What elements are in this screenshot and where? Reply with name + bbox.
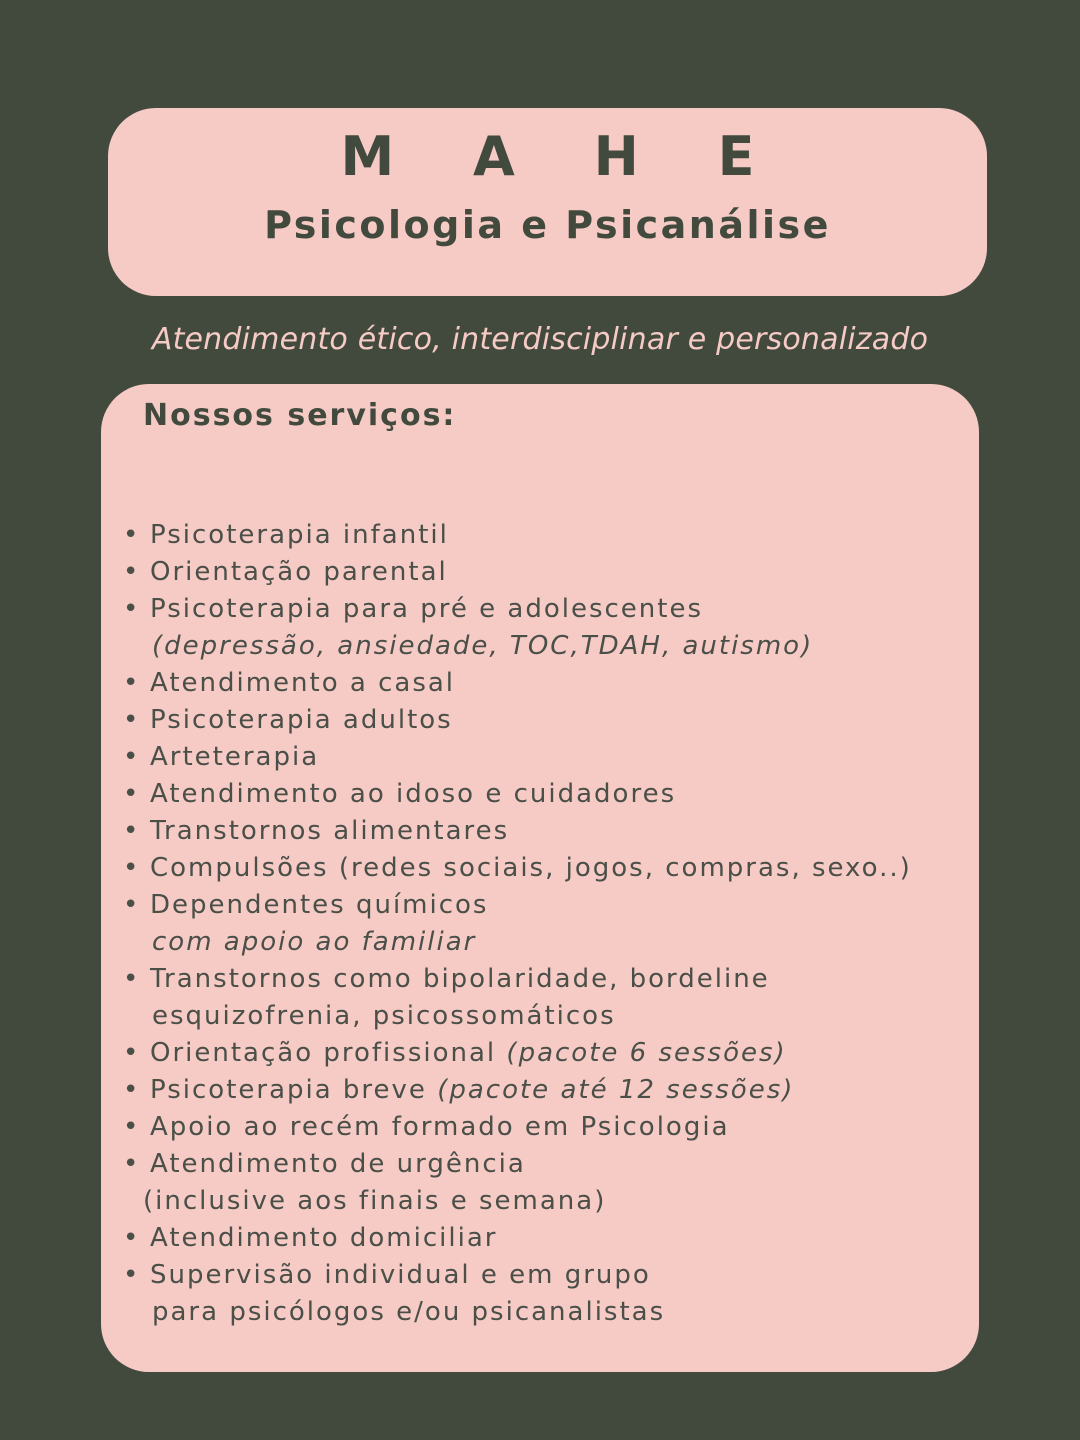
service-detail: esquizofrenia, psicossomáticos	[152, 1001, 616, 1031]
list-item	[123, 1220, 912, 1257]
service-label: Atendimento domiciliar	[150, 1223, 498, 1253]
bullet-icon: •	[123, 1260, 141, 1290]
service-detail: (inclusive aos finais e semana)	[143, 1186, 607, 1216]
list-item	[123, 517, 912, 554]
bullet-icon: •	[123, 742, 141, 772]
list-item	[123, 887, 912, 961]
bullet-icon: •	[123, 557, 141, 587]
bullet-icon: •	[123, 520, 141, 550]
service-label: Atendimento a casal	[150, 668, 456, 698]
service-label: Orientação profissional	[150, 1038, 497, 1068]
service-note: (pacote até 12 sessões)	[437, 1075, 795, 1105]
list-item	[123, 702, 912, 739]
services-card	[101, 384, 979, 1372]
list-item	[123, 1109, 912, 1146]
tagline: Atendimento ético, interdisciplinar e personalizado	[151, 322, 929, 357]
bullet-icon: •	[123, 1223, 141, 1253]
bullet-icon: •	[123, 594, 141, 624]
service-label: Supervisão individual e em grupo	[150, 1260, 651, 1290]
list-item	[123, 1146, 912, 1220]
list-item	[123, 813, 912, 850]
service-label: Atendimento de urgência	[150, 1149, 526, 1179]
service-label: Transtornos como bipolaridade, bordeline	[150, 964, 770, 994]
list-item	[123, 1072, 912, 1109]
list-item	[123, 776, 912, 813]
service-label: Psicoterapia adultos	[150, 705, 453, 735]
list-item	[123, 591, 912, 665]
bullet-icon: •	[123, 779, 141, 809]
service-label: Compulsões (redes sociais, jogos, compras, sexo..)	[150, 853, 912, 883]
service-label: Psicoterapia infantil	[150, 520, 449, 550]
bullet-icon: •	[123, 1075, 141, 1105]
list-item	[123, 961, 912, 1035]
header-card	[108, 108, 987, 296]
bullet-icon: •	[123, 853, 141, 883]
bullet-icon: •	[123, 964, 141, 994]
service-label: Psicoterapia para pré e adolescentes	[150, 594, 704, 624]
bullet-icon: •	[123, 816, 141, 846]
list-item	[123, 554, 912, 591]
list-item	[123, 850, 912, 887]
bullet-icon: •	[123, 890, 141, 920]
list-item	[123, 1035, 912, 1072]
bullet-icon: •	[123, 1112, 141, 1142]
brand-name: M A H E	[340, 125, 785, 188]
bullet-icon: •	[123, 668, 141, 698]
bullet-icon: •	[123, 1038, 141, 1068]
list-item	[123, 739, 912, 776]
services-title: Nossos serviços:	[143, 398, 457, 433]
service-label: Psicoterapia breve	[150, 1075, 427, 1105]
service-label: Arteterapia	[150, 742, 320, 772]
service-label: Atendimento ao idoso e cuidadores	[150, 779, 677, 809]
service-label: Dependentes químicos	[150, 890, 489, 920]
service-note: (pacote 6 sessões)	[506, 1038, 787, 1068]
service-label: Transtornos alimentares	[150, 816, 510, 846]
brand-subtitle: Psicologia e Psicanálise	[264, 203, 831, 247]
service-list	[123, 517, 912, 1331]
service-label: Orientação parental	[150, 557, 448, 587]
bullet-icon: •	[123, 705, 141, 735]
service-detail: para psicólogos e/ou psicanalistas	[152, 1297, 666, 1327]
bullet-icon: •	[123, 1149, 141, 1179]
list-item	[123, 1257, 912, 1331]
service-detail: (depressão, ansiedade, TOC,TDAH, autismo)	[152, 631, 814, 661]
service-detail: com apoio ao familiar	[152, 927, 477, 957]
service-label: Apoio ao recém formado em Psicologia	[150, 1112, 730, 1142]
list-item	[123, 665, 912, 702]
